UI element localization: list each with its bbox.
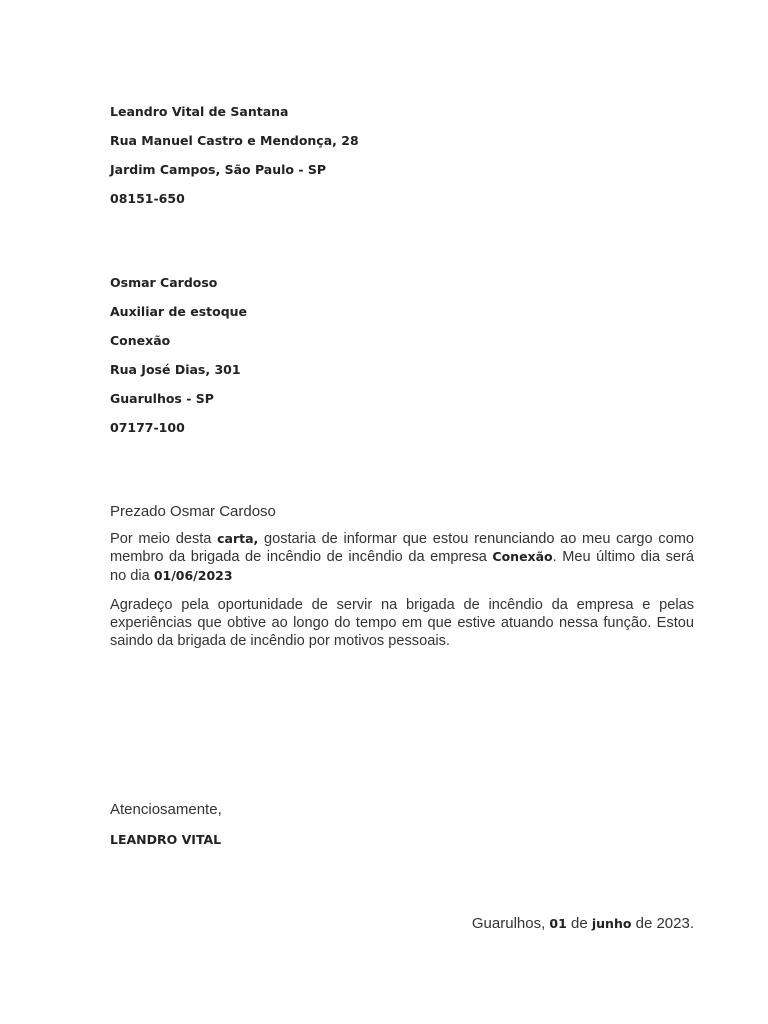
last-day-date: 01/06/2023 <box>153 567 233 583</box>
date-month: junho <box>591 916 632 931</box>
sender-street: Rua Manuel Castro e Mendonça, 28 <box>110 133 359 148</box>
date-day: 01 <box>549 916 567 931</box>
recipient-role: Auxiliar de estoque <box>110 304 248 319</box>
paragraph-thanks: Agradeço pela oportunidade de servir na brigada de incêndio da empresa e pelas experiências que obtive ao longo do tempo em que estive atuando nessa função. Estou saindo da brigada de incêndio por motivos pessoais. <box>110 596 694 650</box>
salutation: Prezado Osmar Cardoso <box>110 503 276 520</box>
paragraph-resignation <box>110 530 694 585</box>
letter-body <box>110 530 694 662</box>
recipient-company: Conexão <box>110 333 171 348</box>
closing: Atenciosamente, <box>110 801 222 818</box>
sender-address-block <box>110 104 359 220</box>
recipient-street: Rua José Dias, 301 <box>110 362 241 377</box>
paragraph1-part2: gostaria de informar que estou renunciando ao meu cargo como membro da brigada de incêndio de incêndio da empresa <box>110 531 694 566</box>
date-city: Guarulhos, <box>471 915 550 932</box>
sender-neighborhood: Jardim Campos, São Paulo - SP <box>110 162 327 177</box>
sender-name: Leandro Vital de Santana <box>110 104 289 119</box>
paragraph1-part1: Por meio desta <box>110 531 218 547</box>
document-type: carta, <box>217 531 259 546</box>
company-name: Conexão <box>492 549 553 565</box>
date-line <box>472 915 694 932</box>
date-sep2: de 2023. <box>631 915 694 932</box>
date-sep1: de <box>566 915 592 932</box>
signature: LEANDRO VITAL <box>110 832 222 847</box>
sender-zip: 08151-650 <box>110 191 185 206</box>
recipient-city: Guarulhos - SP <box>110 391 214 406</box>
recipient-name: Osmar Cardoso <box>110 275 218 290</box>
recipient-zip: 07177-100 <box>110 420 185 435</box>
recipient-address-block <box>110 275 247 449</box>
paragraph1-part3: . Meu último dia será no dia <box>110 549 694 584</box>
